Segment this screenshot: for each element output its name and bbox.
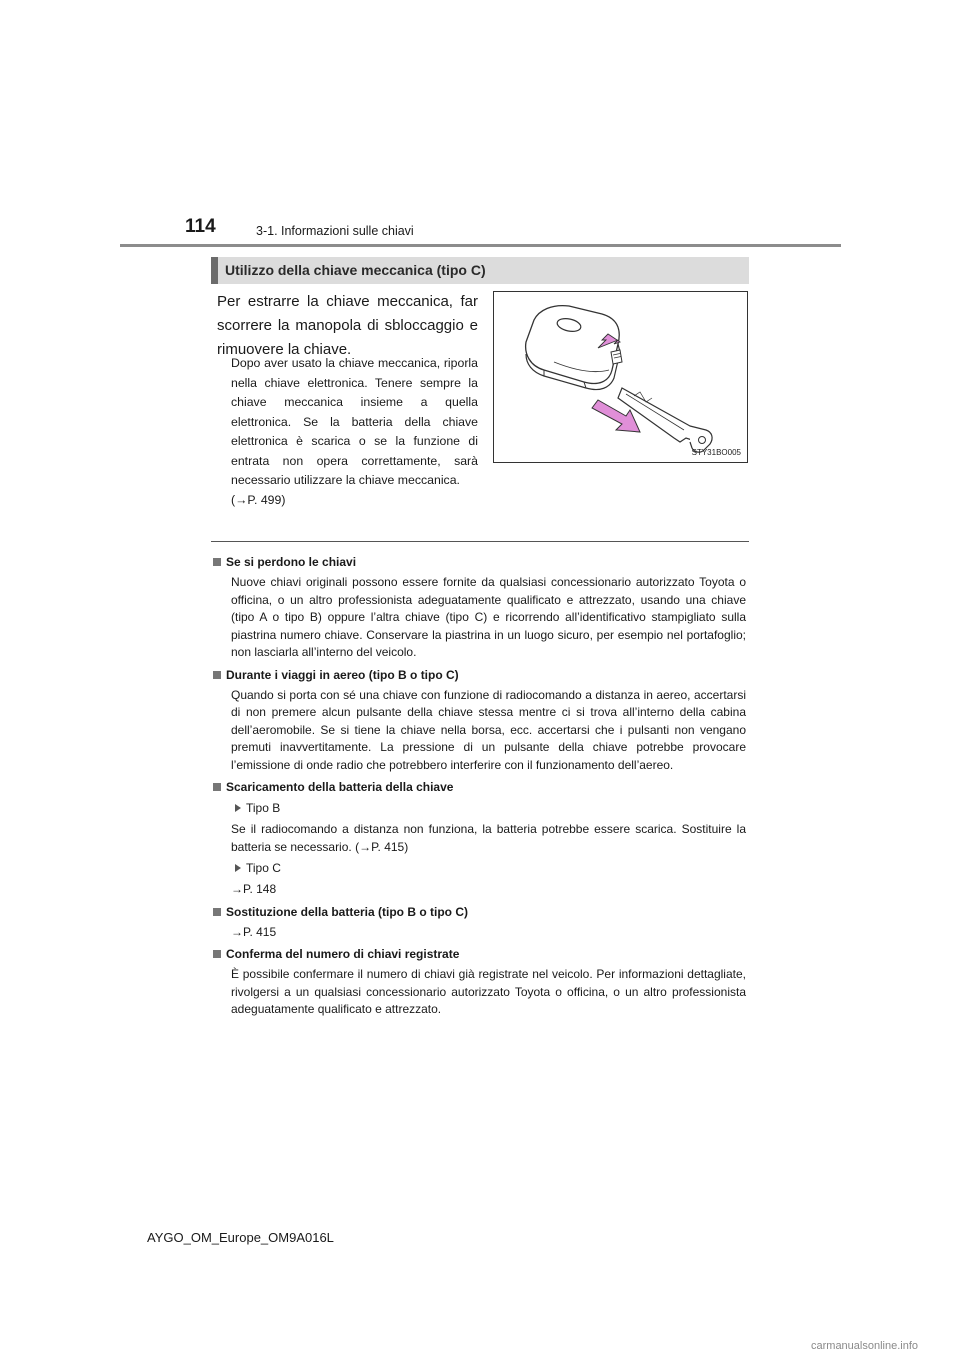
note-body: →P. 415 bbox=[231, 924, 277, 939]
note-body: Nuove chiavi originali possono essere fornite da qualsiasi concessionario autorizzato Toyota o officina, o un altro professionista adeguatamente qualificato e attrezzato, usando una chiave (tipo A o tipo B) oppure l’altra chiave (tipo C) e ricorrendo all’identificativo stampigliato sulla piastrina numero chiave. Conservare la piastrina in un luogo sicuro, per esempio nel portafoglio; non lasciarla all’interno del veicolo. bbox=[231, 575, 746, 659]
note-battery-depletion bbox=[213, 779, 746, 899]
square-bullet-icon bbox=[213, 950, 221, 958]
note-registered-keys bbox=[213, 946, 746, 1019]
note-battery-replacement bbox=[213, 904, 746, 942]
note-title: Scaricamento della batteria della chiave bbox=[213, 779, 746, 796]
note-body: Quando si porta con sé una chiave con funzione di radiocomando a distanza in aereo, accertarsi di non premere alcun pulsante della chiave stessa mentre ci si trova all’interno della cabina dell’aeromobile. Se si tiene la chiave nella borsa, ecc. accertarsi che i pulsanti non vengano premuti inavvertitamente. La pressione di un pulsante della chiave potrebbe provocare l’emissione di onde radio che potrebbero interferire con il funzionamento dell’aereo. bbox=[231, 687, 746, 772]
intro-note-ref: (→P. 499) bbox=[231, 492, 286, 507]
figure-code: STY31BO005 bbox=[691, 448, 741, 457]
sub-body-type-c: →P. 148 bbox=[231, 882, 277, 896]
key-ring-hole bbox=[699, 437, 706, 444]
intro-text: Per estrarre la chiave meccanica, far scorrere la manopola di sbloccaggio e rimuovere la chiave. bbox=[217, 293, 478, 358]
note-body: È possibile confermare il numero di chiavi già registrate nel veicolo. Per informazioni dettagliate, rivolgersi a un qualsiasi concessionario autorizzato Toyota o officina, o un altro professionista adeguatamente qualificato e attrezzato. bbox=[231, 967, 746, 1016]
sub-item-type-b: Tipo B bbox=[231, 800, 746, 817]
banner-title: Utilizzo della chiave meccanica (tipo C) bbox=[225, 262, 486, 278]
note-air-travel bbox=[213, 667, 746, 775]
square-bullet-icon bbox=[213, 671, 221, 679]
intro-note bbox=[231, 354, 478, 510]
watermark: carmanualsonline.info bbox=[811, 1340, 919, 1352]
note-title: Se si perdono le chiavi bbox=[213, 554, 746, 571]
footer-doc-code: AYGO_OM_Europe_OM9A016L bbox=[147, 1230, 334, 1245]
banner-accent bbox=[211, 257, 218, 284]
square-bullet-icon bbox=[213, 783, 221, 791]
page-number: 114 bbox=[185, 216, 216, 237]
note-title: Conferma del numero di chiavi registrate bbox=[213, 946, 746, 963]
section-divider bbox=[211, 541, 749, 542]
square-bullet-icon bbox=[213, 908, 221, 916]
notes bbox=[213, 554, 746, 1024]
mechanical-key-illustration bbox=[494, 292, 747, 462]
sub-item-type-c: Tipo C bbox=[231, 860, 746, 877]
square-bullet-icon bbox=[213, 558, 221, 566]
key-figure bbox=[493, 291, 748, 463]
section-title: 3-1. Informazioni sulle chiavi bbox=[256, 224, 414, 238]
sub-body-type-b: Se il radiocomando a distanza non funziona, la batteria potrebbe essere scarica. Sostituire la batteria se necessario. (→P. 415) bbox=[231, 822, 746, 854]
section-banner bbox=[211, 257, 749, 284]
triangle-bullet-icon bbox=[235, 804, 241, 812]
intro-note-text: Dopo aver usato la chiave meccanica, riporla nella chiave elettronica. Tenere sempre la chiave meccanica insieme a quella elettronica. Se la batteria della chiave elettronica è scarica o se la funzione di entrata non opera correttamente, sarà necessario utilizzare la chiave meccanica. bbox=[231, 356, 478, 487]
note-lost-keys bbox=[213, 554, 746, 662]
note-title: Sostituzione della batteria (tipo B o tipo C) bbox=[213, 904, 746, 921]
triangle-bullet-icon bbox=[235, 864, 241, 872]
note-title: Durante i viaggi in aereo (tipo B o tipo C) bbox=[213, 667, 746, 684]
header-rule bbox=[120, 244, 841, 247]
